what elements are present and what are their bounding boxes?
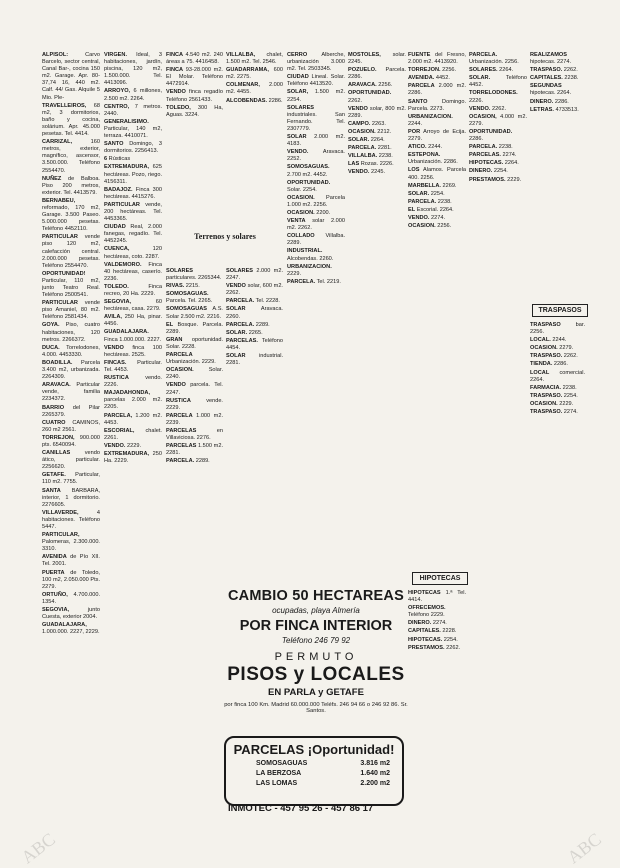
classified-ad: DUCA. Torrelodones, 4.000. 4453330. xyxy=(42,344,100,358)
classified-ad: BADAJOZ. Finca 300 hectáreas. 4415276. xyxy=(104,186,162,200)
classified-ad: VENDO parcela. Tel. 2247. xyxy=(166,382,223,396)
classified-ad: SOLAR. Teléfono 4452. xyxy=(469,75,527,89)
classified-ad: COLLADO Villalba. 2289. xyxy=(287,233,345,247)
classified-ad: ARAVACA. Particular vende, familia 2234372. xyxy=(42,382,100,403)
classified-ad: SANTO Domingo. Parcela. 2273. xyxy=(408,98,466,112)
classified-ad: HIPOTECAS 1.ª Tel. 4414. xyxy=(408,590,466,604)
classified-ad: VENDO finca 100 hectáreas. 2525. xyxy=(104,344,162,358)
classified-ad: OCASION. Parcela 1.000 m2. 2256. xyxy=(287,194,345,208)
ads-column-8 xyxy=(469,52,527,842)
classified-ad: CIUDAD Lineal. Solar. Teléfono 4413520. xyxy=(287,74,345,88)
classified-ad: LOS Alamos. Parcela 400. 2256. xyxy=(408,167,466,181)
classified-ad: PRESTAMOS. 2229. xyxy=(469,176,522,183)
classified-ad: POR Arroyo de Ecija. 2279. xyxy=(408,128,466,143)
classified-ad: SEGOVIA, junto Cuesta, exterior 2004. xyxy=(42,607,100,621)
ads-column-9 xyxy=(530,52,585,302)
classified-ad: OPORTUNIDAD. Solar. 2254. xyxy=(287,179,331,193)
ad-permuto-location: EN PARLA y GETAFE xyxy=(268,687,364,698)
classified-ad: OCASION. 2256. xyxy=(408,223,452,230)
classified-ad: TORRELODONES. 2226. xyxy=(469,90,518,104)
section-heading-traspasos: TRASPASOS xyxy=(532,304,588,317)
classified-ad: CUATRO CAMINOS, 260 m2 2561. xyxy=(42,419,100,433)
classified-ad: VENDO. Aravaca. 2252. xyxy=(287,149,345,163)
classified-ad: BOADILLA. Parcela 3.400 m2, urbanizada. 2264309. xyxy=(42,359,100,381)
classified-ad: TOLEDO. Finca recreo, 20 Ha. 2229. xyxy=(104,283,162,297)
classified-ad: PARCELAS en Villaviciosa. 2276. xyxy=(166,427,223,442)
ad-permuto xyxy=(222,651,410,727)
classified-ad: CUENCA, 120 hectáreas, coto. 2287. xyxy=(104,246,162,260)
classified-ad: PARCELAS 1.500 m2. 2281. xyxy=(166,443,223,457)
ad-cambio-headline: CAMBIO 50 HECTAREAS xyxy=(228,588,404,604)
classified-ad: ALCOBENDAS. 2286. xyxy=(226,97,283,104)
classified-ad: LAS Rozas. 2226. xyxy=(348,161,394,168)
ad-parcelas-row xyxy=(256,759,390,769)
classified-ad: MOSTOLES, solar. 2245. xyxy=(348,52,406,66)
ad-cambio-subline: ocupadas, playa Almería xyxy=(272,606,360,615)
classified-ad: SOLARES particulares. 2265344. xyxy=(166,268,222,282)
classified-ad: ARAVACA. 2256. xyxy=(348,82,393,89)
classified-ad: LOCAL. 2244. xyxy=(530,337,567,344)
classified-ad: DINERO. 2274. xyxy=(408,620,447,627)
classified-ad: PARCELA. 2238. xyxy=(469,144,513,151)
classified-ad: FINCA 4.540 m2. 240 áreas a 75. 4416458. xyxy=(166,52,223,66)
classified-ad: MARBELLA. 2269. xyxy=(408,182,457,189)
classified-ad: 6 Rústicas xyxy=(104,156,131,163)
classified-ad: OCASION. 2279. xyxy=(530,345,574,352)
classified-ad: LETRAS. 4733513. xyxy=(530,106,579,113)
classified-ad: VENDO. 2229. xyxy=(104,442,142,449)
classified-ad: GRAN oportunidad. Solar. 2228. xyxy=(166,336,223,350)
classified-ad: TORREJON. 2256. xyxy=(408,67,457,74)
classified-ad: TRASPASO. 2262. xyxy=(530,67,578,74)
classified-ad: CENTRO, 7 metros. 2440. xyxy=(104,103,162,117)
watermark-logo: ABC xyxy=(563,828,605,868)
classified-ad: GUADALAJARA, 1.000.000. 2227, 2229. xyxy=(42,622,100,636)
classified-ad: BARRIO del Pilar 2265379. xyxy=(42,404,100,418)
classified-ad: SEGOVIA, 60 hectáreas, casa. 2279. xyxy=(104,299,162,313)
classified-ad: RUSTICA vende. 2229. xyxy=(166,397,223,411)
classified-ad: PARCELA, 1.200 m2. 4453. xyxy=(104,412,162,426)
ad-parcelas-row xyxy=(256,769,390,779)
classified-ad: PARCELAS. Teléfono 4454. xyxy=(226,337,283,351)
classified-ad: SOLARES. 2264. xyxy=(469,67,514,74)
classified-ad: INDUSTRIAL. Alcobendas. 2260. xyxy=(287,248,334,262)
ad-parcelas-list xyxy=(256,759,390,789)
classified-ad: OCASION. 2229. xyxy=(530,400,574,407)
classified-ad: EXTREMADURA, 250 Ha. 2229. xyxy=(104,450,162,465)
ads-column-4b xyxy=(226,268,283,588)
classified-ad: CAPITALES. 2228. xyxy=(408,628,457,635)
classified-ad: URBANIZACION. 2229. xyxy=(287,263,332,277)
classified-ad: OPORTUNIDAD! Particular, 110 m2, junto Teatro Real. Teléfono 2500541. xyxy=(42,270,100,299)
classified-ad: VALDEMORO. Finca 40 hectáreas, caserío. 2236. xyxy=(104,261,162,282)
classified-ad: PARCELA. Tel. 2228. xyxy=(226,298,280,305)
classified-ad: VENTA solar 2.000 m2. 2262. xyxy=(287,218,345,232)
ads-column-7 xyxy=(408,52,466,572)
classified-ad: SOLAR. 2264. xyxy=(348,137,385,144)
classified-ad: VENDO. 2262. xyxy=(469,105,507,112)
parcela-place: LAS LOMAS xyxy=(256,780,298,787)
ads-column-6 xyxy=(348,52,406,377)
ad-parcelas-box xyxy=(224,736,404,806)
parcela-size: 2.200 m2 xyxy=(360,780,390,787)
classified-ad: CARRIZAL, 160 metros, exterior, magnífico, ascensor, 3.500.000. Teléfono 2554470. xyxy=(42,139,100,174)
classified-ad: FUENTE del Fresno, 2.000 m2. 4413920. xyxy=(408,52,466,66)
classified-ad: ATICO. 2244. xyxy=(408,144,443,151)
classified-ad: SOLAR 2.000 m2. 4183. xyxy=(287,134,345,148)
classified-ad: EXTREMADURA, 625 hectáreas. Pozo, riego. 4156311. xyxy=(104,164,162,185)
parcela-place: LA BERZOSA xyxy=(256,770,302,777)
classified-ad: URBANIZACION. 2244. xyxy=(408,113,453,127)
classified-ad: PARTICULAR, Palomeras, 2.300.000. 3310. xyxy=(42,532,100,553)
ad-permuto-details: por finca 100 Km. Madrid 60.000.000 Teléfs. 246 94 66 o 246 92 86. Sr. Santos. xyxy=(224,702,408,714)
classified-ad: GUADALAJARA. Finca 1.000.000. 2227. xyxy=(104,329,162,343)
ads-column-7b xyxy=(408,590,466,842)
classified-ad: NUÑEZ de Balboa. Piso 200 metros, exterior. Tel. 4413579. xyxy=(42,175,100,196)
classified-ad: AVILA, 250 Ha, pinar. 4456. xyxy=(104,314,162,328)
classified-ad: TORREJON, 900.000 pts. 6540094. xyxy=(42,434,100,448)
classified-ad: PARCELA. 2238. xyxy=(408,198,452,205)
classified-ad: PARTICULAR vende piso 120 m2, calefacción central. 2.000.000 pesetas. Teléfono 2554470. xyxy=(42,234,100,269)
classified-ad: TIENDA. 2286. xyxy=(530,361,568,368)
classified-ad: PARCELAS. 2274. xyxy=(469,152,517,159)
classified-ad: CAMPO. 2263. xyxy=(348,120,386,127)
classified-ad: PRESTAMOS. 2262. xyxy=(408,644,461,651)
ad-parcelas-title: PARCELAS ¡Oportunidad! xyxy=(233,742,395,757)
classified-ad: PARCELA. Urbanización. 2256. xyxy=(469,52,519,66)
classified-ad: SOLARES industriales. San Fernando. Tel. 2307779. xyxy=(287,104,345,132)
classified-ad: PUERTA de Toledo, 100 m2, 2.050.000 Pts. 2279. xyxy=(42,569,100,590)
classified-ad: SANTA BARBARA, interior, 1 dormitorio. 2276605. xyxy=(42,487,100,508)
ad-permuto-kicker: PERMUTO xyxy=(274,651,358,663)
ad-cambio-headline-2: POR FINCA INTERIOR xyxy=(239,618,393,634)
classified-ad: PARTICULAR vende, 200 hectáreas. Tel. 4453365. xyxy=(104,201,162,223)
section-heading-terrenos: Terrenos y solares xyxy=(194,232,256,241)
classified-ad: TRASPASO. 2274. xyxy=(530,409,578,416)
classified-ad: DINERO. 2286. xyxy=(530,98,569,105)
classified-ad: PARCELA 2.000 m2. 2286. xyxy=(408,83,466,97)
ads-column-2 xyxy=(104,52,162,842)
classified-ad: ARROYO, 6 millones, 2.500 m2. 2264. xyxy=(104,88,162,102)
ads-column-4 xyxy=(226,52,283,220)
classified-ad: PARCELA 1.000 m2. 2239. xyxy=(166,412,223,426)
classified-ad: DINERO. 2254. xyxy=(469,168,508,175)
classified-ad: SANTO Domingo, 3 dormitorios. 2256413. xyxy=(104,141,162,155)
classified-ad: GOYA. Piso, cuatro habitaciones, 120 metros. 2266372. xyxy=(42,322,100,343)
classified-ad: OCASION. 2212. xyxy=(348,128,392,135)
classified-ad: SOLAR industrial. 2281. xyxy=(226,353,283,367)
classified-ad: PARCELA. 2289. xyxy=(166,458,210,465)
classified-ad: TRAVELLEIROS, 68 m2, 3 dormitorios, baño y cocina, solárium. Apr. 45.000 pesetas. Tel. 4414. xyxy=(42,102,100,138)
classified-ad: PARTICULAR vende piso Amaniel, 80 m2. Teléfono 2581434. xyxy=(42,300,100,321)
classified-ad: VIRGEN. Ideal, 3 habitaciones, jardín, piscina, 120 m2, 1.500.000. Tel. 4413096. xyxy=(104,52,162,87)
classified-ad: VILLALBA, chalet, 1.500 m2. Tel. 2546. xyxy=(226,52,283,66)
watermark-logo: ABC xyxy=(17,828,59,868)
classified-ad: TRASPASO. 2254. xyxy=(530,392,578,399)
classified-ad: PARCELA. Tel. 2219. xyxy=(287,278,341,285)
ad-permuto-headline: PISOS y LOCALES xyxy=(227,664,405,685)
classified-ad: VENDO finca regadío Teléfono 2561433. xyxy=(166,89,223,103)
classified-ad: SOMOSAGUAS. Parcela. Tel. 2265. xyxy=(166,291,213,305)
classified-ad: PARCELA. 2281. xyxy=(348,145,392,152)
classified-ad: SOLAR Aravaca. 2260. xyxy=(226,306,283,320)
classified-ad: SOLAR. 2265. xyxy=(226,329,263,336)
section-heading-hipotecas: HIPOTECAS xyxy=(412,572,468,585)
classified-ad: OPORTUNIDAD. 2286. xyxy=(469,128,513,143)
classified-ad: ESCORIAL, chalet. 2261. xyxy=(104,427,162,441)
ads-column-5 xyxy=(287,52,345,377)
classified-ad: SOLAR, 1.500 m2. 2254. xyxy=(287,89,345,103)
classified-ad: GETAFE. Particular, 110 m2. 7755. xyxy=(42,472,100,486)
classified-ad: AVENIDA. 4452. xyxy=(408,75,450,82)
classified-ad: VENDO solar, 600 m2. 2262. xyxy=(226,283,283,297)
ad-parcelas-footer: INMOTEC - 457 95 26 - 457 86 17 xyxy=(228,803,374,814)
parcela-size: 3.816 m2 xyxy=(360,760,390,767)
classified-ad: MAJADAHONDA, parcelas 2.000 m2. 2205. xyxy=(104,390,162,411)
classified-ad: HIPOTECAS. 2254. xyxy=(408,636,458,643)
classified-ad: PARCELA. 2289. xyxy=(226,321,270,328)
classified-ad: POZUELO. Parcela. 2286. xyxy=(348,67,406,81)
classified-ad: COLMENAR, 2.000 m2. 4455. xyxy=(226,82,283,96)
classified-ad: OCASION, 4.000 m2. 2279. xyxy=(469,113,527,127)
classified-ad: SOLARES 2.000 m2. 2247. xyxy=(226,268,283,282)
classified-ad: ALPISOL: Carvo Barcelo, sector central, Canal Bar-, cocina 150 m2. Garage. Apr. 80-37,74 16, 440 m2. Calf. 44/ Gas. Alquile 5 Mio. Ple- xyxy=(42,52,100,101)
classified-ad: RIVAS. 2215. xyxy=(166,283,200,290)
ads-column-1 xyxy=(42,52,100,842)
classified-ad: VENDO solar, 800 m2. 2289. xyxy=(348,105,406,119)
ad-parcelas-row xyxy=(256,779,390,789)
ad-cambio-hectareas xyxy=(222,588,410,650)
classified-ad: CERRO Alberche, urbanización 3.000 m2. Tel. 2503345. xyxy=(287,52,345,73)
ads-column-3 xyxy=(166,52,223,220)
classified-ad: TRASPASO bar. 2256. xyxy=(530,322,585,336)
classified-ad: SOMOSAGUAS A.S. Solar 2.500 m2. 2216. xyxy=(166,306,223,320)
classified-ad: GENERALISIMO. Particular, 140 m2, terraza. 4410071. xyxy=(104,118,162,140)
classified-ad: VILLAVERDE, 4 habitaciones. Teléfono 5447. xyxy=(42,509,100,530)
parcela-place: SOMOSAGUAS xyxy=(256,760,308,767)
classified-ad: BERNABEU, reformado, 170 m2, Garage. 3.500 Paseo. 5.000.000 pesetas. Teléfono 4452110. xyxy=(42,197,100,233)
classified-ad: ORTUÑO, 4.700.000. 1354. xyxy=(42,591,100,605)
classified-ad: SEGUNDAS hipotecas. 2264. xyxy=(530,83,572,97)
classified-ad: REALIZAMOS hipotecas. 2274. xyxy=(530,52,572,66)
classified-ad: FINCA 93-28.000 m2. El Molar. Teléfono 4472914. xyxy=(166,67,223,88)
ad-cambio-phone: Teléfono 246 79 92 xyxy=(281,636,351,645)
ads-column-9b xyxy=(530,322,585,842)
classified-ad: PARCELA Urbanización. 2229. xyxy=(166,352,216,366)
classified-ad: OCASION. Solar. 2240. xyxy=(166,367,223,381)
classified-ad: EL Bosque. Parcela. 2289. xyxy=(166,321,223,335)
classified-ad: RUSTICA vendo. 2226. xyxy=(104,375,162,389)
classified-ad: ESTEPONA. Urbanización. 2286. xyxy=(408,152,458,166)
classified-ad: OCASION. 2200. xyxy=(287,209,331,216)
classified-ad: CIUDAD Real, 2.000 fanegas, regadío. Tel. 4452245. xyxy=(104,224,162,245)
classified-ad: HIPOTECAS. 2264. xyxy=(469,160,519,167)
classified-ad: EL Escorial. 2264. xyxy=(408,206,454,213)
classified-ad: VENDO. 2245. xyxy=(348,169,386,176)
classified-ad: SOMOSAGUAS. 2.700 m2. 4452. xyxy=(287,164,330,178)
parcela-size: 1.640 m2 xyxy=(360,770,390,777)
ads-column-3b xyxy=(166,268,223,588)
classified-ad: SOLAR. 2254. xyxy=(408,190,445,197)
classified-ad: TRASPASO. 2262. xyxy=(530,353,578,360)
classified-ad: GUADARRAMA, 600 m2. 2275. xyxy=(226,67,283,81)
classified-ad: CANILLAS vendo ático, particular. 2256620. xyxy=(42,450,100,471)
classified-ad: TOLEDO, 300 Ha, Aguas. 3224. xyxy=(166,104,223,118)
classified-ad: VENDO. 2274. xyxy=(408,214,446,221)
classified-ad: OFRECEMOS. Teléfono 2229. xyxy=(408,605,446,619)
classified-ad: VILLALBA. 2238. xyxy=(348,153,393,160)
classified-ad: FINCAS. Particular. Tel. 4453. xyxy=(104,359,162,373)
classified-ad: LOCAL comercial. 2264. xyxy=(530,369,585,383)
classified-ad: CAPITALES. 2238. xyxy=(530,75,579,82)
classified-ad: OPORTUNIDAD. 2262. xyxy=(348,90,392,104)
classified-ad: FARMACIA. 2238. xyxy=(530,384,577,391)
classified-ad: AVENIDA de Pío XII. Tel. 2001. xyxy=(42,554,100,568)
